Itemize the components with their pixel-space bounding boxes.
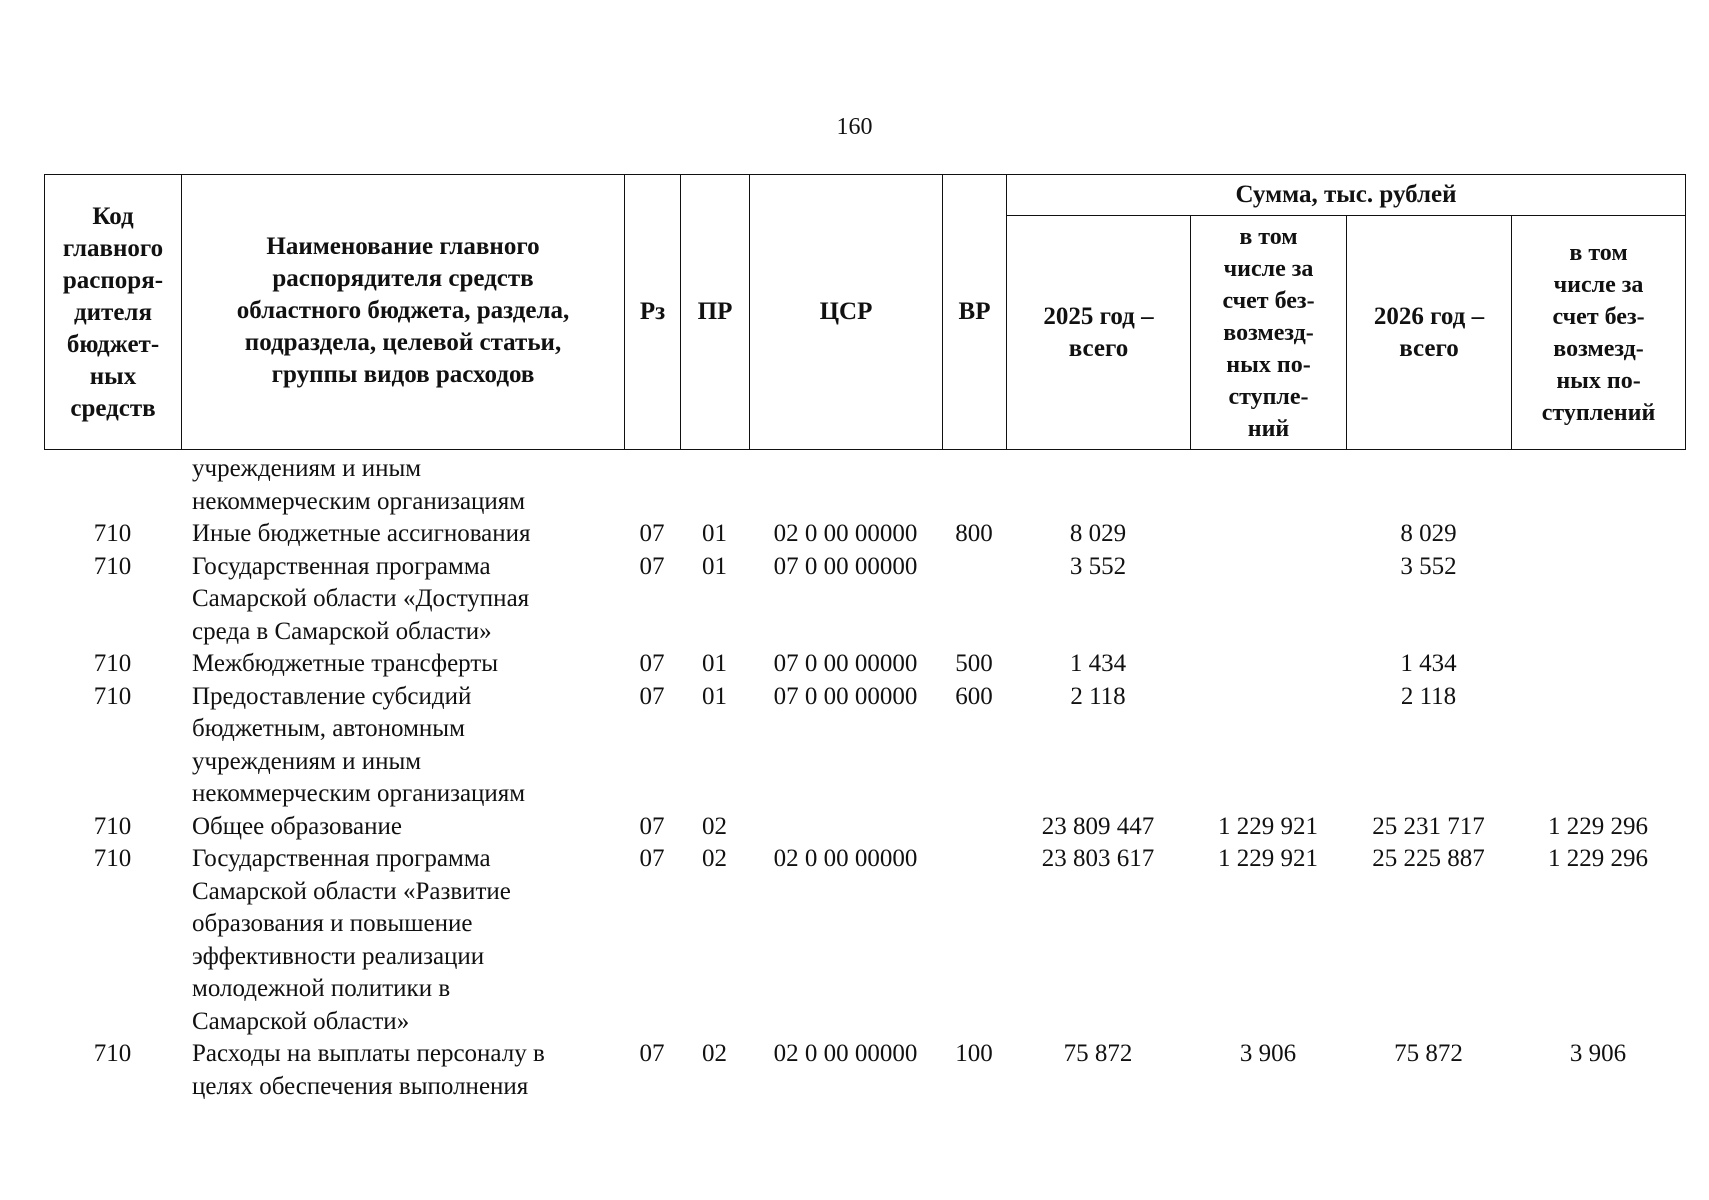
row-name-line: Государственная программа [192, 552, 491, 580]
row-name-line: образования и повышение [192, 910, 473, 937]
row-name-line: Государственная программа [192, 845, 491, 872]
row-vr: 600 [955, 682, 993, 710]
row-name-line: Самарской области «Доступная [192, 585, 530, 612]
row-code: 710 [93, 812, 132, 840]
table-row [44, 1038, 1685, 1103]
row-csr: 07 0 00 00000 [773, 552, 918, 580]
row-2025-free [1190, 551, 1346, 649]
header-pr: ПР [681, 175, 750, 450]
row-pr: 02 [702, 1040, 727, 1067]
row-2025-free [1190, 648, 1346, 681]
row-name-line: среда в Самарской области» [192, 617, 492, 645]
row-vr: 100 [955, 1040, 993, 1067]
row-2026-free [1511, 551, 1685, 649]
row-2026-free [1511, 518, 1685, 551]
row-vr: 500 [955, 650, 993, 677]
row-2025-free [1190, 518, 1346, 551]
row-pr: 02 [702, 812, 727, 840]
row-code: 710 [93, 520, 132, 547]
row-2026-free: 1 229 296 [1548, 812, 1648, 840]
row-2025-total: 8 029 [1069, 520, 1127, 547]
row-code: 710 [93, 682, 132, 710]
row-csr: 02 0 00 00000 [773, 845, 918, 872]
header-code: Код главного распоря- дителя бюджет- ных средств [45, 175, 182, 450]
row-2026-free [1511, 681, 1685, 811]
header-2025-total: 2025 год – всего [1007, 216, 1191, 450]
table-row [44, 453, 1685, 518]
row-rz: 07 [639, 812, 665, 840]
table-row [44, 811, 1685, 844]
table-row [44, 518, 1685, 551]
row-vr [942, 811, 1006, 844]
row-2025-total: 1 434 [1069, 650, 1127, 677]
header-csr: ЦСР [750, 175, 943, 450]
row-csr [749, 453, 942, 518]
table-row [44, 648, 1685, 681]
row-2025-total: 75 872 [1063, 1040, 1133, 1067]
row-name [181, 811, 624, 844]
row-name-line: Общее образование [192, 812, 402, 840]
row-2025-free [1190, 453, 1346, 518]
row-2026-free: 1 229 296 [1548, 845, 1648, 872]
row-rz: 07 [639, 650, 665, 677]
row-name-line: Расходы на выплаты персоналу в [192, 1040, 545, 1067]
row-pr [680, 453, 749, 518]
row-2026-total: 25 225 887 [1372, 845, 1485, 872]
row-name [181, 843, 624, 1038]
row-2026-total: 3 552 [1400, 552, 1457, 580]
row-pr: 02 [702, 845, 727, 872]
table-header [44, 174, 1686, 450]
row-code: 710 [93, 552, 132, 580]
row-2025-free [1190, 681, 1346, 811]
row-csr [749, 811, 942, 844]
row-name-line: учреждениям и иным [192, 455, 422, 482]
row-name-line: Предоставление субсидий [192, 682, 472, 710]
row-vr: 800 [955, 520, 993, 547]
row-name-line: Самарской области» [192, 1007, 410, 1035]
row-name-line: Межбюджетные трансферты [192, 650, 499, 677]
row-csr: 02 0 00 00000 [773, 520, 918, 547]
row-2026-total [1346, 453, 1511, 518]
row-rz [624, 453, 680, 518]
header-2025-free: в том числе за счет без- возмезд- ных по- ступле- ний [1191, 216, 1347, 450]
row-2025-total [1006, 453, 1190, 518]
row-vr [942, 843, 1006, 1038]
row-name [181, 681, 624, 811]
row-name-line: молодежной политики в [192, 975, 451, 1002]
page-number: 160 [836, 114, 873, 140]
row-name-line: эффективности реализации [192, 942, 485, 970]
row-2026-total: 1 434 [1400, 650, 1457, 677]
row-2025-total: 23 809 447 [1041, 812, 1155, 840]
row-name-line: Самарской области «Развитие [192, 877, 511, 905]
row-name [181, 1038, 624, 1103]
row-rz: 07 [639, 520, 665, 547]
row-2026-total: 25 231 717 [1372, 812, 1485, 840]
row-name [181, 648, 624, 681]
table-row [44, 681, 1685, 811]
row-rz: 07 [639, 552, 665, 580]
row-2025-free: 1 229 921 [1218, 845, 1318, 872]
row-csr: 07 0 00 00000 [773, 682, 918, 710]
row-csr: 07 0 00 00000 [773, 650, 918, 677]
row-pr: 01 [702, 650, 727, 677]
header-rz: Рз [625, 175, 681, 450]
header-2026-free: в том числе за счет без- возмезд- ных по- ступлений [1512, 216, 1686, 450]
row-pr: 01 [702, 682, 727, 710]
header-2026-total: 2026 год – всего [1347, 216, 1512, 450]
row-name [181, 453, 624, 518]
row-code: 710 [93, 650, 132, 677]
row-name-line: Иные бюджетные ассигнования [192, 520, 531, 547]
row-name [181, 518, 624, 551]
row-rz: 07 [639, 682, 665, 710]
table-body-wrap [44, 453, 1685, 1103]
row-2026-free: 3 906 [1569, 1040, 1627, 1067]
row-code: 710 [93, 1040, 132, 1067]
row-code [44, 453, 181, 518]
row-name-line: целях обеспечения выполнения [192, 1072, 529, 1100]
header-name: Наименование главного распорядителя средств областного бюджета, раздела, подраздела, целевой статьи, группы видов расходов [182, 175, 625, 450]
row-2026-free [1511, 453, 1685, 518]
row-2026-total: 75 872 [1394, 1040, 1463, 1067]
table-body [44, 453, 1685, 1103]
row-2025-free: 1 229 921 [1218, 812, 1318, 840]
row-2025-total: 23 803 617 [1041, 845, 1155, 872]
row-rz: 07 [639, 845, 665, 872]
row-name-line: бюджетным, автономным [192, 715, 465, 742]
row-2026-total: 2 118 [1400, 682, 1457, 710]
row-name [181, 551, 624, 649]
header-vr: ВР [943, 175, 1007, 450]
row-rz: 07 [639, 1040, 665, 1067]
row-code: 710 [93, 845, 132, 872]
row-2025-total: 2 118 [1070, 682, 1126, 710]
row-2025-total: 3 552 [1069, 552, 1127, 580]
row-pr: 01 [702, 552, 727, 580]
header-sum: Сумма, тыс. рублей [1007, 175, 1686, 216]
row-pr: 01 [702, 520, 727, 547]
row-vr [942, 551, 1006, 649]
row-name-line: учреждениям и иным [192, 747, 422, 775]
row-2025-free: 3 906 [1239, 1040, 1297, 1067]
table-row [44, 551, 1685, 649]
row-name-line: некоммерческим организациям [192, 487, 526, 515]
row-vr [942, 453, 1006, 518]
row-name-line: некоммерческим организациям [192, 780, 526, 807]
table-rows [44, 453, 1685, 1103]
row-2026-total: 8 029 [1400, 520, 1457, 547]
row-2026-free [1511, 648, 1685, 681]
row-csr: 02 0 00 00000 [773, 1040, 918, 1067]
table-row [44, 843, 1685, 1038]
